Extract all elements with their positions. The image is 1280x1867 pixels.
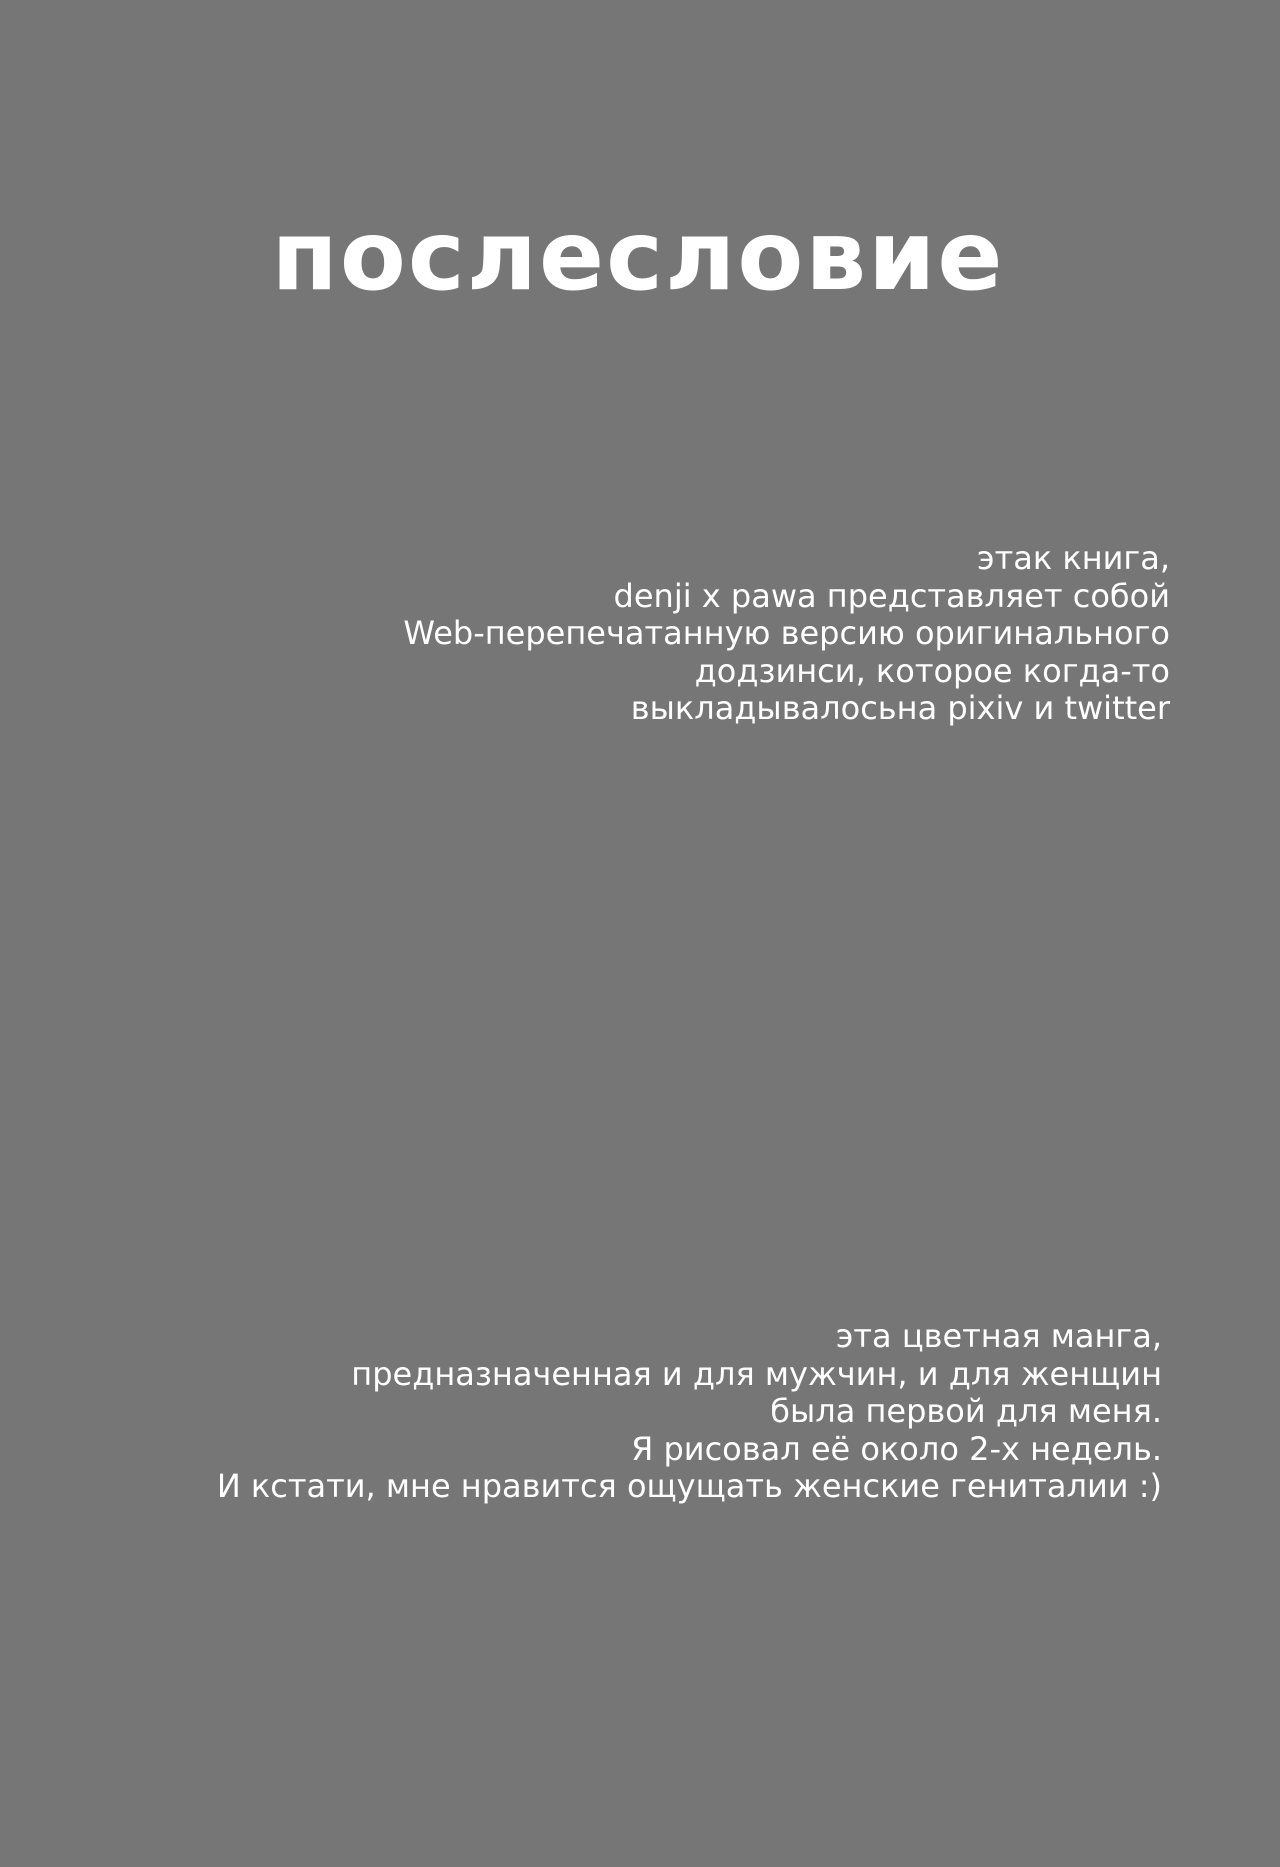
text-line: Я рисовал её около 2-х недель. bbox=[631, 1429, 1162, 1468]
paragraph-about-book bbox=[403, 540, 1170, 728]
text-line: этак книга, bbox=[977, 539, 1170, 577]
text-line: denji x pawa представляет собой bbox=[613, 576, 1170, 615]
text-line: додзинси, которое когда-то bbox=[694, 651, 1170, 690]
paragraph-author-note bbox=[217, 1318, 1162, 1506]
page-title: послесловие bbox=[271, 200, 1005, 312]
text-line: Web-перепечатанную версию оригинального bbox=[403, 614, 1170, 652]
text-line: эта цветная манга, bbox=[835, 1317, 1162, 1355]
text-line: выкладывалосьна pixiv и twitter bbox=[630, 689, 1170, 727]
text-line: И кстати, мне нравится ощущать женские гениталии :) bbox=[216, 1467, 1162, 1505]
text-line: предназначенная и для мужчин, и для женщин bbox=[351, 1354, 1162, 1393]
text-line: была первой для меня. bbox=[770, 1392, 1162, 1430]
